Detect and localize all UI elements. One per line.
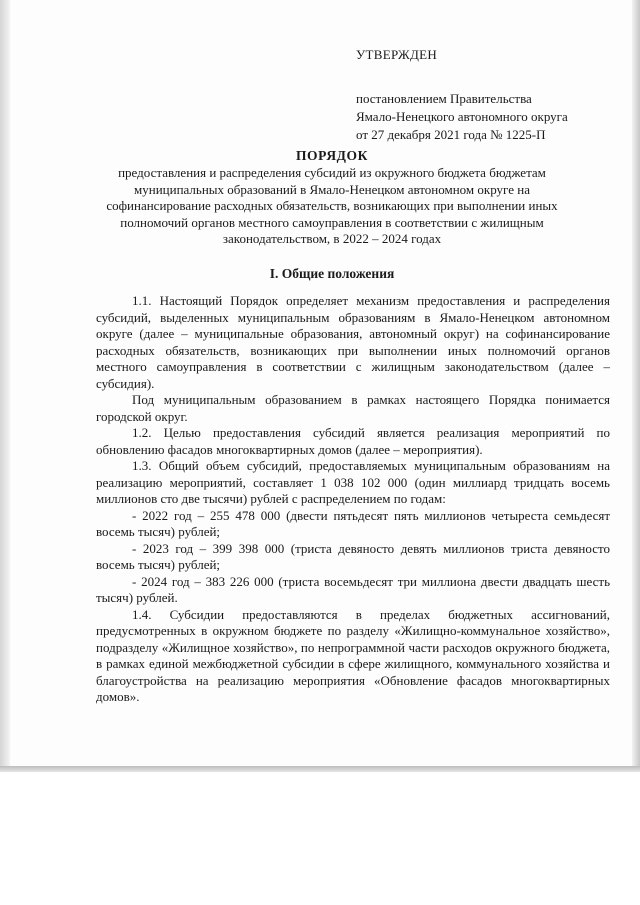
section-heading: I. Общие положения xyxy=(269,266,395,281)
list-item: - 2024 год – 383 226 000 (триста восемьдесят три миллиона двести двадцать шесть тысяч) рублей. xyxy=(96,573,610,605)
list-item: - 2022 год – 255 478 000 (двести пятьдесят пять миллионов четыреста семьдесят восемь тысяч) рублей; xyxy=(96,507,610,539)
scan-edge-left xyxy=(0,0,10,770)
document-body xyxy=(96,293,610,706)
approval-block xyxy=(356,46,568,144)
approval-line: от 27 декабря 2021 года № 1225-П xyxy=(356,127,546,142)
paragraph: 1.2. Целью предоставления субсидий является реализация мероприятий по обновлению фасадов многоквартирных домов (далее – мероприятия). xyxy=(96,425,610,457)
approval-line: постановлением Правительства xyxy=(356,91,532,106)
paragraph: 1.4. Субсидии предоставляются в пределах бюджетных ассигнований, предусмотренных в окружном бюджете по разделу «Жилищно-коммунальное хозяйство», подразделу «Жилищное хозяйство», по непрограммной части расходов окружного бюджета, в рамках единой межбюджетной субсидии в сфере жилищного, коммунального хозяйства и благоустройства на реализацию мероприятия «Обновление фасадов многоквартирных домов». xyxy=(96,606,610,704)
paragraph: 1.3. Общий объем субсидий, предоставляемых муниципальным образованиям на реализацию мероприятий, составляет 1 038 102 000 (один миллиард тридцать восемь миллионов сто две тысячи) рублей с распределением по годам: xyxy=(96,458,610,506)
paragraph: Под муниципальным образованием в рамках настоящего Порядка понимается городской округ. xyxy=(96,392,610,424)
paragraph: 1.1. Настоящий Порядок определяет механизм предоставления и распределения субсидий, выделенных муниципальным образованиям в Ямало-Ненецком автономном округе (далее – муниципальные образования, автономный округ) на софинансирование расходных обязательств, возникающих при выполнении иных полномочий органов местного самоуправления в соответствии с жилищным законодательством (далее – субсидия). xyxy=(96,293,610,391)
approval-line: Ямало-Ненецкого автономного округа xyxy=(356,109,568,124)
document-subtitle: предоставления и распределения субсидий из окружного бюджета бюджетам муниципальных образований в Ямало-Ненецком автономном округе на софинансирование расходных обязательств, возникающих при выполнении иных полномочий органов местного самоуправления в соответствии с жилищным законодательством, в 2022 – 2024 годах xyxy=(106,165,558,247)
scan-edge-bottom xyxy=(0,766,640,772)
document-title: ПОРЯДОК xyxy=(295,148,369,163)
scan-edge-right xyxy=(632,0,640,770)
list-item: - 2023 год – 399 398 000 (триста девяносто девять миллионов триста девяносто восемь тысяч) рублей; xyxy=(96,540,610,572)
approval-heading: УТВЕРЖДЕН xyxy=(356,47,438,62)
